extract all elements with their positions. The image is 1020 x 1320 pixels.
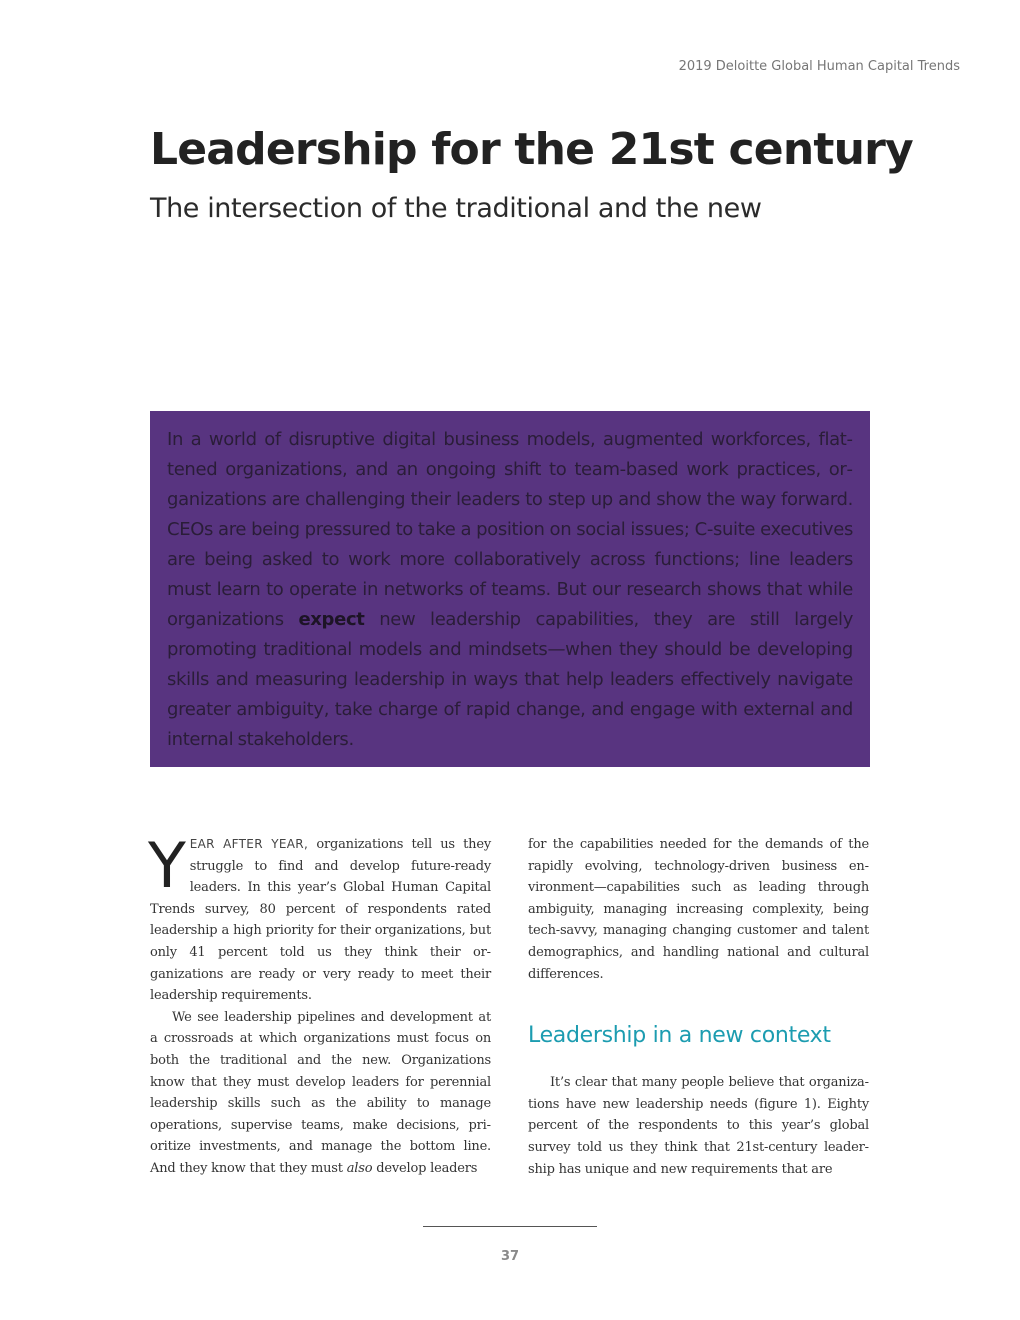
intro-callout <box>150 411 870 767</box>
section-heading: Leadership in a new context <box>528 1023 831 1049</box>
body-paragraph-2-end: develop leaders <box>372 1160 478 1176</box>
intro-paragraph <box>167 425 853 755</box>
intro-emphasis: expect <box>298 609 365 630</box>
body-paragraph-3: for the capabilities needed for the demands of the rapidly evolving, technology-driven business environment—capabilities such as leading through ambiguity, managing increasing complexity, being tech-savvy, managing changing customer and talent demographics, and handling national and cultural differences. <box>528 837 869 982</box>
body-paragraph-4: It’s clear that many people believe that organizations have new leadership needs (figure 1). Eighty percent of the respondents to this year’s global survey told us they think that 21st-century leadership has unique and new requirements that are <box>528 1075 869 1177</box>
body-paragraph-1 <box>148 829 491 1007</box>
page-subtitle: The intersection of the traditional and the new <box>150 193 762 224</box>
footer-divider <box>423 1226 597 1227</box>
intro-text-start: In a world of disruptive digital business models, augmented workforces, flattened organizations, and an ongoing shift to team-based work practices, organizations are challenging their leaders to step up and show the way forward. CEOs are being pressured to take a position on social issues; C-suite executives are being asked to work more collaboratively across functions; line leaders must learn to operate in networks of teams. But our research shows that while organizations <box>167 429 853 630</box>
running-header: 2019 Deloitte Global Human Capital Trends <box>678 59 960 74</box>
lead-in-smallcaps: EAR AFTER YEAR, <box>189 837 309 851</box>
body-paragraph-2-text: We see leadership pipelines and development at a crossroads at which organizations must focus on both the traditional and the new. Organizations know that they must develop leaders for perennial leadership skills such as the ability to manage operations, supervise teams, make decisions, prioritize investments, and manage the bottom line. And they know that they must <box>150 1009 491 1176</box>
page-number: 37 <box>500 1249 520 1264</box>
body-italic-word: also <box>346 1160 373 1176</box>
body-column-right <box>528 834 869 1180</box>
drop-cap: Y <box>148 829 186 902</box>
intro-text-end: new leadership capabilities, they are still largely promoting traditional models and mindsets—when they should be developing skills and measuring leadership in ways that help leaders effectively navigate greater ambiguity, take charge of rapid change, and engage with external and internal stakeholders. <box>167 609 854 750</box>
body-paragraph-1-text: organizations tell us they struggle to find and develop future-ready leaders. In this year’s Global Human Capital Trends survey, 80 percent of respondents rated leadership a high priority for their organizations, but only 41 percent told us they think their organizations are ready or very ready to meet their leadership requirements. <box>150 837 491 1004</box>
body-column-left <box>148 829 491 1180</box>
body-paragraph-2 <box>150 1007 491 1180</box>
page-title: Leadership for the 21st century <box>150 124 913 175</box>
